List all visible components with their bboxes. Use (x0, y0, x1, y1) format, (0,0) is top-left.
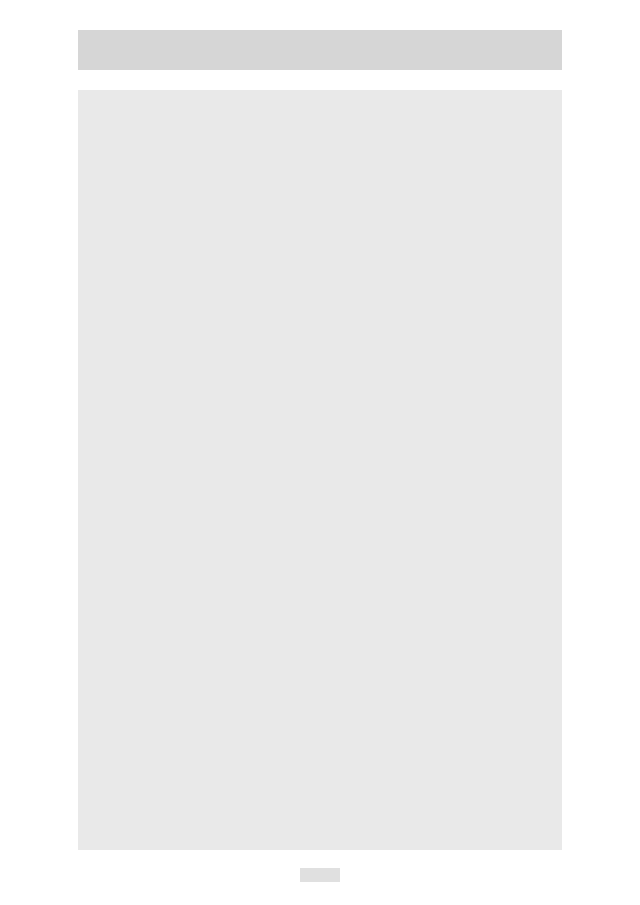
footer-block (300, 868, 340, 882)
content-block (78, 90, 562, 850)
header-block (78, 30, 562, 70)
